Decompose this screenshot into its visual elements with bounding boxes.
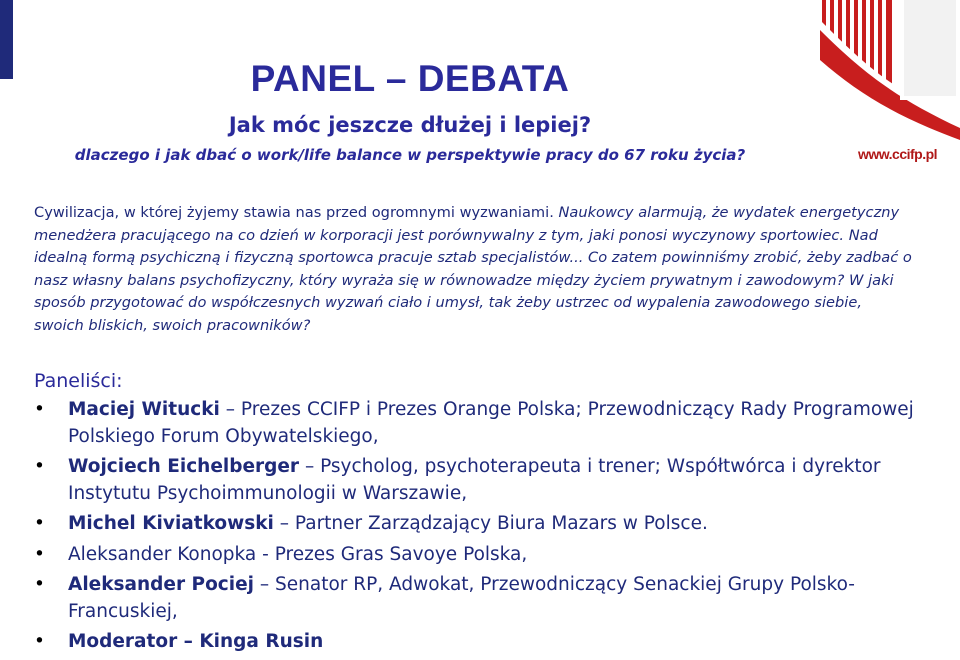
page-subtitle: Jak móc jeszcze dłużej i lepiej? xyxy=(228,113,592,137)
panelist-name: Aleksander Konopka - xyxy=(68,543,275,565)
intro-part-3: Nad idealną formą psychiczną i fizyczną sportowca pracuje sztab specjalistów... Co zatem powinniśmy zrobić, żeby zadbać o nasz własny balans psychofizyczny, który wyraża się w równowadze między życiem prywatnym i zawodowym? xyxy=(34,226,912,289)
list-item xyxy=(34,542,934,569)
moderator-name: Moderator – Kinga Rusin xyxy=(68,631,324,652)
panelist-role: – Psycholog, psychoterapeuta i trener; Współtwórca i dyrektor Instytutu Psychoimmunologii w Warszawie, xyxy=(68,456,881,504)
intro-part-2: Naukowcy alarmują, że wydatek energetyczny menedżera pracującego na co dzień w korporacji jest porównywalny z tym, jaki ponosi wyczynowy sportowiec. xyxy=(34,204,900,244)
list-item xyxy=(34,629,934,656)
logo-url-text: www.ccifp.pl xyxy=(858,146,938,162)
ccifp-logo xyxy=(820,0,960,170)
panelist-name: Michel Kiviatkowski xyxy=(68,513,274,534)
list-item xyxy=(34,572,934,625)
panelist-role: – Senator RP, Adwokat, Przewodniczący Senackiej Grupy Polsko-Francuskiej, xyxy=(68,574,855,622)
ccifp-logo-graphic xyxy=(820,0,960,140)
panelists-list xyxy=(34,397,934,660)
panelist-name: Aleksander Pociej xyxy=(68,574,254,595)
panelists-heading: Paneliści: xyxy=(34,370,123,392)
page-tagline: dlaczego i jak dbać o work/life balance w perspektywie pracy do 67 roku życia? xyxy=(74,146,746,164)
panelist-role: – Partner Zarządzający Biura Mazars w Polsce. xyxy=(273,513,708,534)
panelist-role: Prezes Gras Savoye Polska, xyxy=(274,543,528,565)
intro-paragraph xyxy=(34,202,914,338)
intro-part-4: W jaki sposób przygotować do współczesnych wyzwań ciało i umysł, tak żeby ustrzec od wypalenia zawodowego siebie, swoich bliskich, swoich pracowników? xyxy=(34,271,894,334)
panelist-name: Wojciech Eichelberger xyxy=(68,456,300,477)
intro-part-1: Cywilizacja, w której żyjemy stawia nas przed ogromnymi wyzwaniami. xyxy=(34,204,559,221)
list-item xyxy=(34,397,934,450)
panelist-name: Maciej Witucki xyxy=(68,399,220,420)
page-title: PANEL – DEBATA xyxy=(250,58,570,99)
panelist-role: – Prezes CCIFP i Prezes Orange Polska; Przewodniczący Rady Programowej Polskiego Forum Obywatelskiego, xyxy=(68,399,914,447)
list-item xyxy=(34,454,934,507)
list-item xyxy=(34,511,934,538)
